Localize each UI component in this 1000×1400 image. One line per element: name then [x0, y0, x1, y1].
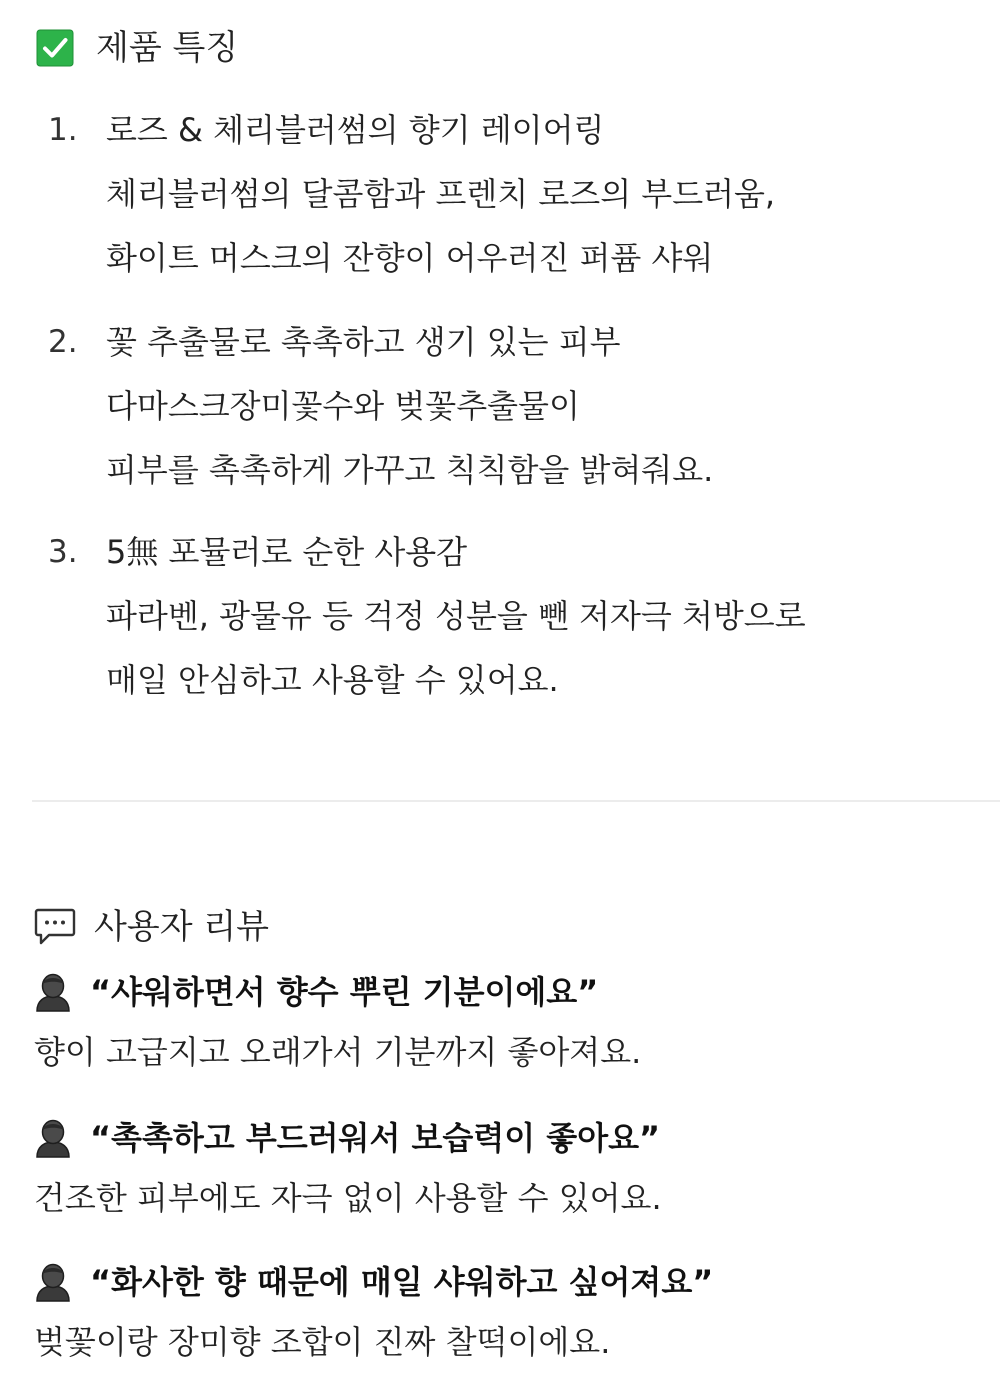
feature-title: 꽃 추출물로 촉촉하고 생기 있는 피부 [106, 323, 621, 361]
section-divider [32, 800, 1000, 802]
reviews-title: 사용자 리뷰 [94, 907, 270, 947]
review-quote: “촉촉하고 부드러워서 보습력이 좋아요” [90, 1119, 661, 1157]
review-item [34, 964, 641, 1084]
feature-description-line: 파라벤, 광물유 등 걱정 성분을 뺀 저자극 처방으로 [106, 597, 806, 635]
feature-title: 로즈 & 체리블러썸의 향기 레이어링 [106, 111, 605, 149]
feature-number: 2. [48, 324, 78, 360]
feature-item [48, 520, 806, 712]
feature-description-line: 체리블러썸의 달콤함과 프렌치 로즈의 부드러움, [106, 175, 776, 213]
review-quote: “화사한 향 때문에 매일 샤워하고 싶어져요” [90, 1263, 714, 1301]
feature-description-line: 화이트 머스크의 잔향이 어우러진 퍼퓸 샤워 [106, 239, 714, 277]
person-icon [34, 972, 72, 1012]
feature-description-line: 다마스크장미꽃수와 벚꽃추출물이 [106, 387, 580, 425]
feature-item [48, 98, 775, 290]
feature-title: 5無 포뮬러로 순한 사용감 [106, 533, 468, 571]
review-body: 벚꽃이랑 장미향 조합이 진짜 찰떡이에요. [34, 1323, 611, 1361]
check-mark-button-icon [36, 29, 74, 67]
review-quote: “샤워하면서 향수 뿌린 기분이에요” [90, 973, 599, 1011]
review-body: 향이 고급지고 오래가서 기분까지 좋아져요. [34, 1033, 642, 1071]
features-heading [36, 24, 238, 72]
feature-description-line: 피부를 촉촉하게 가꾸고 칙칙함을 밝혀줘요. [106, 451, 714, 489]
feature-item [48, 310, 713, 502]
review-item [34, 1110, 662, 1230]
person-icon [34, 1118, 72, 1158]
feature-number: 1. [48, 112, 78, 148]
feature-description-line: 매일 안심하고 사용할 수 있어요. [106, 661, 559, 699]
review-body: 건조한 피부에도 자극 없이 사용할 수 있어요. [34, 1179, 662, 1217]
review-item [34, 1254, 713, 1374]
reviews-heading [34, 902, 269, 952]
person-icon [34, 1262, 72, 1302]
speech-balloon-icon [34, 907, 76, 947]
features-title: 제품 특징 [96, 28, 239, 68]
feature-number: 3. [48, 534, 78, 570]
